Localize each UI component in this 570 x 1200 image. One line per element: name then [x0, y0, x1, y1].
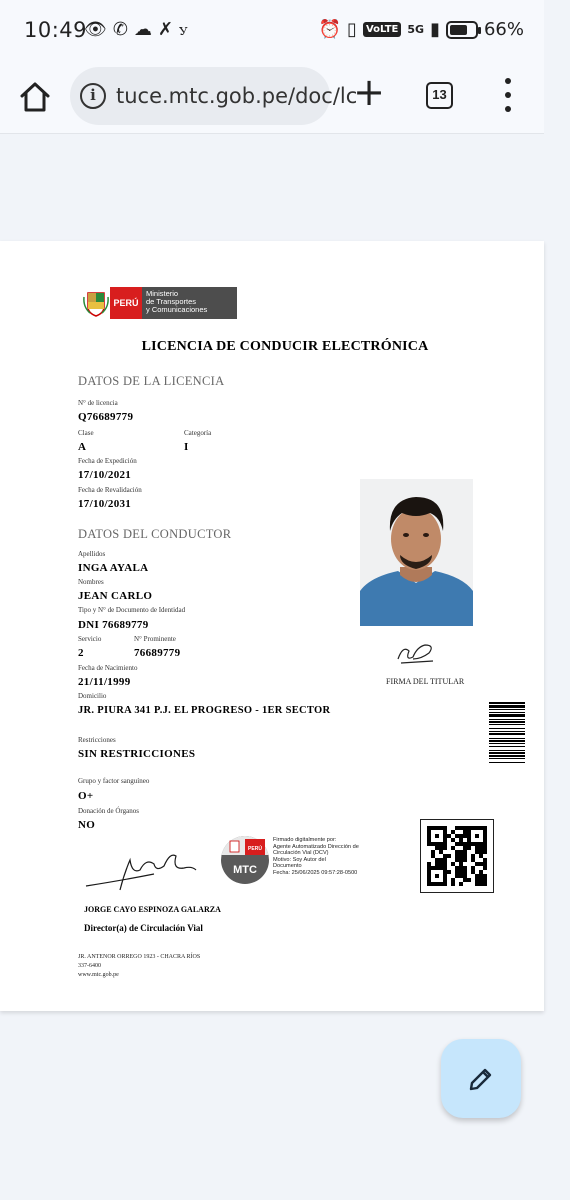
license-no-value: Q76689779 — [78, 411, 134, 423]
firma-label: FIRMA DEL TITULAR — [386, 677, 465, 686]
qr-code — [420, 819, 494, 893]
address-bar[interactable] — [70, 67, 358, 125]
volte-badge: VoLTE — [363, 22, 401, 37]
overflow-menu-button[interactable] — [500, 78, 516, 112]
svg-text:MTC: MTC — [233, 864, 257, 876]
browser-toolbar — [0, 64, 544, 134]
vibrate-icon: ▯ — [347, 19, 357, 40]
whatsapp-icon: ✆ — [112, 19, 128, 40]
digital-signature-info: Firmado digitalmente por: Agente Automatizado Dirección de Circulación Vial (DCV) Motivo: Soy Autor del Documento Fecha: 25/06/2025 09:57:28-0500 — [273, 837, 359, 876]
restrictions-label: Restricciones — [78, 736, 116, 744]
document-title: LICENCIA DE CONDUCIR ELECTRÓNICA — [141, 339, 429, 354]
battery-icon — [446, 21, 478, 39]
y-icon: ꭹ — [179, 19, 188, 40]
mtc-seal-icon — [220, 835, 270, 885]
url-text[interactable]: tuce.mtc.gob.pe/doc/lc — [116, 84, 358, 108]
notification-icons — [84, 19, 188, 40]
home-icon — [18, 80, 52, 114]
license-section-heading: DATOS DE LA LICENCIA — [78, 374, 225, 388]
promiser-label: N° Prominente — [134, 635, 176, 643]
category-label: Categoría — [184, 429, 212, 437]
service-value: 2 — [78, 647, 84, 659]
names-label: Nombres — [78, 578, 104, 586]
donation-label: Donación de Órganos — [78, 807, 139, 815]
battery-percent: 66% — [483, 19, 524, 40]
home-button[interactable] — [18, 80, 52, 114]
site-info-icon[interactable] — [80, 83, 106, 109]
tab-switcher-button[interactable]: 13 — [426, 82, 453, 109]
revalidation-label: Fecha de Revalidación — [78, 486, 142, 494]
holder-signature — [395, 639, 437, 665]
svg-text:PERÚ: PERÚ — [248, 846, 262, 852]
restrictions-value: SIN RESTRICCIONES — [78, 748, 196, 760]
license-no-label: N° de licencia — [78, 399, 118, 407]
revalidation-value: 17/10/2031 — [78, 498, 132, 510]
address-label: Domicilio — [78, 692, 107, 700]
barcode — [489, 702, 525, 808]
ministry-label: Ministerio de Transportes y Comunicaciones — [142, 287, 237, 319]
surnames-value: INGA AYALA — [78, 562, 149, 574]
chat-icon: ☁ — [133, 19, 152, 40]
class-label: Clase — [78, 429, 94, 437]
license-document — [0, 241, 544, 1011]
mtc-logo — [82, 287, 237, 319]
promiser-value: 76689779 — [134, 647, 181, 659]
service-label: Servicio — [78, 635, 102, 643]
peru-label: PERÚ — [110, 287, 142, 319]
birth-label: Fecha de Nacimiento — [78, 664, 138, 672]
alarm-icon: ⏰ — [318, 19, 342, 40]
status-bar — [0, 0, 544, 64]
director-role: Director(a) de Circulación Vial — [84, 923, 203, 933]
blood-label: Grupo y factor sanguíneo — [78, 777, 150, 785]
coat-of-arms-icon — [82, 287, 110, 319]
category-value: I — [184, 441, 189, 453]
missed-call-icon: ✗ — [157, 19, 174, 40]
new-tab-button[interactable]: + — [353, 70, 385, 114]
names-value: JEAN CARLO — [78, 590, 153, 602]
signal-icon: ▮ — [430, 19, 440, 40]
birth-value: 21/11/1999 — [78, 676, 131, 688]
edit-fab-button[interactable] — [441, 1039, 521, 1118]
network-label: 5G — [407, 23, 425, 36]
holder-photo — [360, 479, 473, 626]
address-value: JR. PIURA 341 P.J. EL PROGRESO - 1ER SECTOR — [78, 705, 331, 716]
eye-icon: 👁 — [84, 19, 107, 40]
id-value: DNI 76689779 — [78, 619, 149, 631]
director-name: JORGE CAYO ESPINOZA GALARZA — [84, 905, 221, 914]
class-value: A — [78, 441, 87, 453]
id-label: Tipo y N° de Documento de Identidad — [78, 606, 186, 614]
donation-value: NO — [78, 819, 96, 831]
issue-date-label: Fecha de Expedición — [78, 457, 137, 465]
status-time: 10:49 — [24, 18, 88, 42]
blood-value: O+ — [78, 790, 94, 802]
pencil-icon — [467, 1065, 495, 1093]
footer-address: JR. ANTENOR ORREGO 1923 - CHACRA RÍOS 337-6400 www.mtc.gob.pe — [78, 954, 201, 978]
surnames-label: Apellidos — [78, 550, 106, 558]
issue-date-value: 17/10/2021 — [78, 469, 132, 481]
driver-section-heading: DATOS DEL CONDUCTOR — [78, 527, 232, 541]
status-right — [319, 19, 524, 40]
director-signature — [84, 844, 198, 892]
